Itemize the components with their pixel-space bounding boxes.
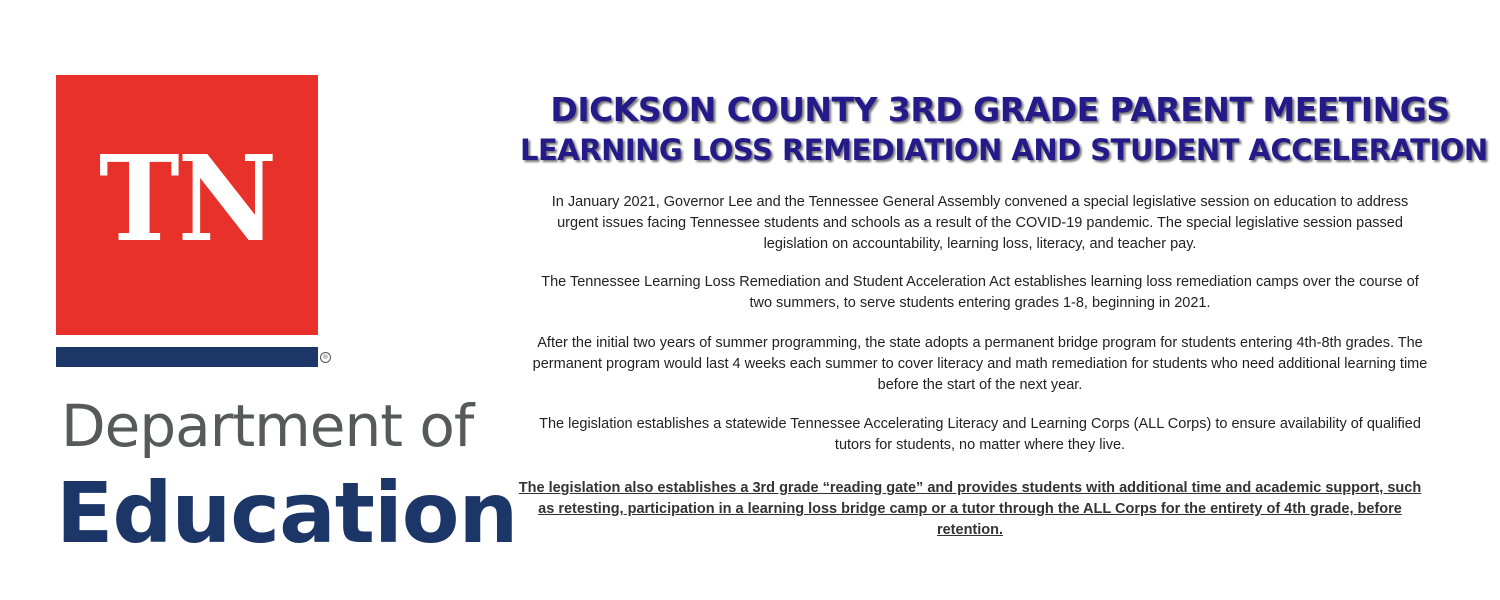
page-subtitle: LEARNING LOSS REMEDIATION AND STUDENT ACCELERATION xyxy=(520,133,1488,167)
logo-department-of: Department of xyxy=(61,392,474,460)
tn-logo-letters: TN xyxy=(98,129,276,268)
page-title: DICKSON COUNTY 3RD GRADE PARENT MEETINGS xyxy=(550,90,1450,129)
registered-mark-icon: ® xyxy=(320,352,331,363)
paragraph-remediation-act: The Tennessee Learning Loss Remediation and Student Acceleration Act establishes learning loss remediation camps over the course of two summers, to serve students entering grades 1-8, beginning in 2021. xyxy=(541,274,1419,311)
tn-red-square xyxy=(56,75,318,335)
tn-department-of-education-logo xyxy=(56,75,516,565)
paragraph-all-corps: The legislation establishes a statewide Tennessee Accelerating Literacy and Learning Corps (ALL Corps) to ensure availability of qualified tutors for students, no matter where they live. xyxy=(539,416,1421,453)
paragraph-reading-gate: The legislation also establishes a 3rd grade “reading gate” and provides students with additional time and academic support, such as retesting, participation in a learning loss bridge camp or a tutor through the ALL Corps for the entirety of 4th grade, before retention. xyxy=(518,480,1422,538)
navy-bar xyxy=(56,347,318,367)
logo-education: Education xyxy=(56,464,518,562)
paragraph-bridge-program: After the initial two years of summer programming, the state adopts a permanent bridge program for students entering 4th-8th grades. The permanent program would last 4 weeks each summer to cover literacy and math remediation for students who need additional learning time before the start of the next year. xyxy=(532,335,1428,393)
paragraph-special-session: In January 2021, Governor Lee and the Tennessee General Assembly convened a special legislative session on education to address urgent issues facing Tennessee students and schools as a result of the COVID-19 pandemic. The special legislative session passed legislation on accountability, learning loss, literacy, and teacher pay. xyxy=(551,194,1409,252)
